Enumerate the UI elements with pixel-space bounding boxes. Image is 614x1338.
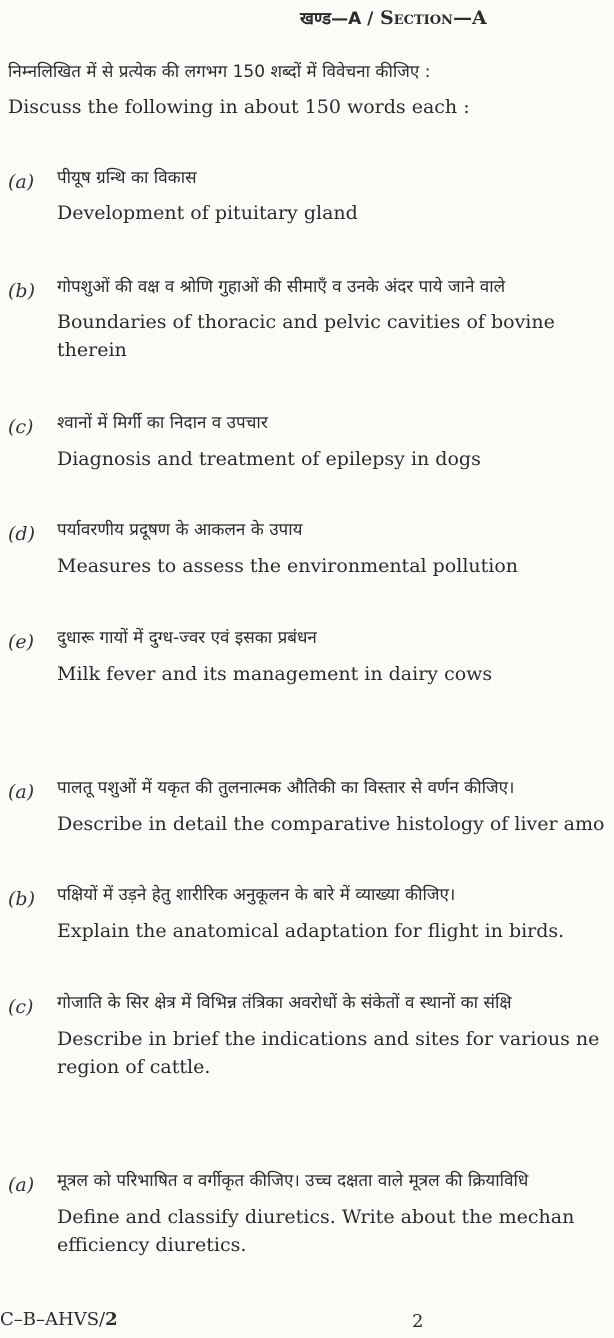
paper-code <box>0 1309 118 1330</box>
q2c-english-line2: region of cattle. <box>57 1056 211 1078</box>
q2c-label: (c) <box>8 996 34 1018</box>
q3a-english-line1: Define and classify diuretics. Write about the mechan <box>57 1206 575 1228</box>
instruction-english: Discuss the following in about 150 words each : <box>8 96 470 118</box>
q1e-hindi: दुधारू गायों में दुग्ध-ज्वर एवं इसका प्रबंधन <box>57 628 317 648</box>
q3a-label: (a) <box>8 1174 35 1196</box>
q2b-english: Explain the anatomical adaptation for flight in birds. <box>57 920 565 942</box>
q3a-english-line2: efficiency diuretics. <box>57 1234 247 1256</box>
q1b-english-line2: therein <box>57 339 127 361</box>
q2b-hindi: पक्षियों में उड़ने हेतु शारीरिक अनुकूलन के बारे में व्याख्या कीजिए। <box>57 885 456 905</box>
q1b-english-line1: Boundaries of thoracic and pelvic cavities of bovine <box>57 311 555 333</box>
q1d-english: Measures to assess the environmental pollution <box>57 555 519 577</box>
section-heading-english: Section—A <box>380 7 487 29</box>
q2a-hindi: पालतू पशुओं में यकृत की तुलनात्मक औतिकी का विस्तार से वर्णन कीजिए। <box>57 778 515 798</box>
q2b-label: (b) <box>8 888 35 910</box>
q2a-label: (a) <box>8 781 35 803</box>
q1e-english: Milk fever and its management in dairy cows <box>57 663 493 685</box>
q1a-english: Development of pituitary gland <box>57 202 358 224</box>
q2a-english: Describe in detail the comparative histology of liver amo <box>57 813 605 835</box>
q1d-hindi: पर्यावरणीय प्रदूषण के आकलन के उपाय <box>57 520 303 540</box>
paper-code-suffix: 2 <box>105 1309 118 1330</box>
instruction-hindi: निम्नलिखित में से प्रत्येक की लगभग 150 शब्दों में विवेचना कीजिए : <box>8 62 431 82</box>
q1d-label: (d) <box>8 523 35 545</box>
page-number: 2 <box>412 1311 424 1332</box>
q1c-english: Diagnosis and treatment of epilepsy in dogs <box>57 448 481 470</box>
q1a-label: (a) <box>8 171 35 193</box>
q2c-hindi: गोजाति के सिर क्षेत्र में विभिन्न तंत्रिका अवरोधों के संकेतों व स्थानों का संक्षि <box>57 993 512 1013</box>
q1e-label: (e) <box>8 631 35 653</box>
paper-code-prefix: C–B–AHVS/ <box>0 1309 106 1330</box>
section-heading <box>300 6 487 29</box>
q3a-hindi: मूत्रल को परिभाषित व वर्गीकृत कीजिए। उच्च दक्षता वाले मूत्रल की क्रियाविधि <box>57 1171 529 1191</box>
q1b-hindi: गोपशुओं की वक्ष व श्रोणि गुहाओं की सीमाएँ व उनके अंदर पाये जाने वाले <box>57 277 506 297</box>
q1a-hindi: पीयूष ग्रन्थि का विकास <box>57 168 197 188</box>
section-heading-hindi: खण्ड—A / <box>300 9 374 29</box>
q1c-hindi: श्वानों में मिर्गी का निदान व उपचार <box>57 413 268 433</box>
q1c-label: (c) <box>8 416 34 438</box>
q2c-english-line1: Describe in brief the indications and sites for various ne <box>57 1028 600 1050</box>
q1b-label: (b) <box>8 280 35 302</box>
